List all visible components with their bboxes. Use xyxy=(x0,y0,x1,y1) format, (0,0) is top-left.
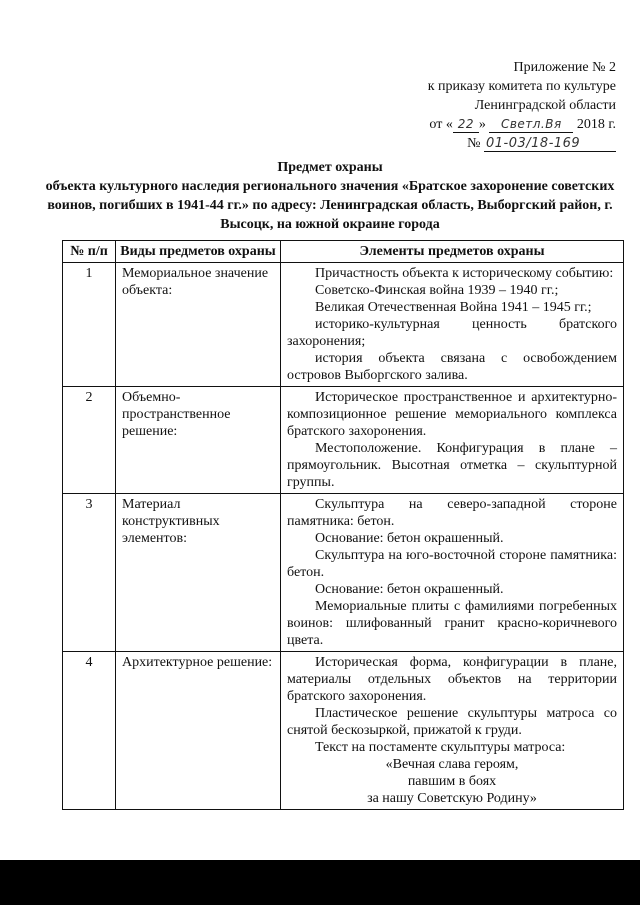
row-type: Объемно-пространственное решение: xyxy=(116,387,281,494)
element-line: Великая Отечественная Война 1941 – 1945 гг.; xyxy=(315,300,592,315)
element-line: Причастность объекта к историческому событию: xyxy=(315,266,614,281)
element-line: Пластическое решение скульптуры матроса со снятой бескозыркой, прижатой к груди. xyxy=(287,706,617,738)
number-prefix: № xyxy=(467,136,481,151)
date-day-handwritten: 22 xyxy=(453,117,479,133)
order-number-handwritten: 01-03/18-169 xyxy=(484,136,616,152)
document-title xyxy=(40,158,620,234)
element-line: Скульптура на юго-восточной стороне памятника: бетон. xyxy=(287,548,617,580)
header-type: Виды предметов охраны xyxy=(116,241,281,263)
date-year: 2018 г. xyxy=(576,117,616,132)
element-line: Основание: бетон окрашенный. xyxy=(315,582,504,597)
title-heading: Предмет охраны xyxy=(277,160,383,175)
element-line: историко-культурная ценность братского захоронения; xyxy=(287,317,617,349)
order-number-row xyxy=(428,134,616,153)
element-line: Скульптура на северо-западной стороне памятника: бетон. xyxy=(287,497,617,529)
element-line: Историческое пространственное и архитектурно-композиционное решение мемориального комплекса братского захоронения. xyxy=(287,390,617,439)
row-elements xyxy=(281,263,624,387)
table-row xyxy=(63,387,624,494)
scan-bottom-border xyxy=(0,860,640,905)
inscription-line: «Вечная слава героям, xyxy=(385,757,519,772)
row-type: Материал конструктивных элементов: xyxy=(116,494,281,652)
element-line: Текст на постаменте скульптуры матроса: xyxy=(315,740,566,755)
element-line: Основание: бетон окрашенный. xyxy=(315,531,504,546)
element-line: Историческая форма, конфигурации в плане, материалы отдельных объектов на территории братского захоронения. xyxy=(287,655,617,704)
row-elements xyxy=(281,652,624,810)
table-row xyxy=(63,494,624,652)
title-object-description: объекта культурного наследия регионального значения «Братское захоронение советских воинов, погибших в 1941-44 гг.» по адресу: Ленинградская область, Выборгский район, г. Высоцк, на южной окраине города xyxy=(45,179,615,232)
row-number: 2 xyxy=(63,387,116,494)
protection-table xyxy=(62,240,624,810)
appendix-title: Приложение № 2 xyxy=(513,60,616,75)
row-number: 1 xyxy=(63,263,116,387)
table-row xyxy=(63,263,624,387)
element-line: Мемориальные плиты с фамилиями погребенных воинов: шлифованный гранит красно-коричневого цвета. xyxy=(287,599,617,648)
date-prefix: от « xyxy=(429,117,453,132)
appendix-block xyxy=(428,58,616,153)
row-number: 4 xyxy=(63,652,116,810)
inscription-line: за нашу Советскую Родину» xyxy=(367,791,537,806)
table-row xyxy=(63,652,624,810)
row-type: Архитектурное решение: xyxy=(116,652,281,810)
appendix-region-line: Ленинградской области xyxy=(474,98,616,113)
order-date-row xyxy=(428,115,616,134)
element-line: история объекта связана с освобождением островов Выборгского залива. xyxy=(287,351,617,383)
date-month-handwritten: Светл.Вя xyxy=(489,117,573,133)
header-elements: Элементы предметов охраны xyxy=(281,241,624,263)
element-line: Советско-Финская война 1939 – 1940 гг.; xyxy=(315,283,559,298)
row-type: Мемориальное значение объекта: xyxy=(116,263,281,387)
row-number: 3 xyxy=(63,494,116,652)
row-elements xyxy=(281,387,624,494)
header-number: № п/п xyxy=(63,241,116,263)
date-mid: » xyxy=(478,117,486,132)
table-header-row xyxy=(63,241,624,263)
row-elements xyxy=(281,494,624,652)
element-line: Местоположение. Конфигурация в плане – прямоугольник. Высотная отметка – скульптурной группы. xyxy=(287,441,617,490)
appendix-order-line: к приказу комитета по культуре xyxy=(427,79,616,94)
inscription-line: павшим в боях xyxy=(407,774,497,789)
